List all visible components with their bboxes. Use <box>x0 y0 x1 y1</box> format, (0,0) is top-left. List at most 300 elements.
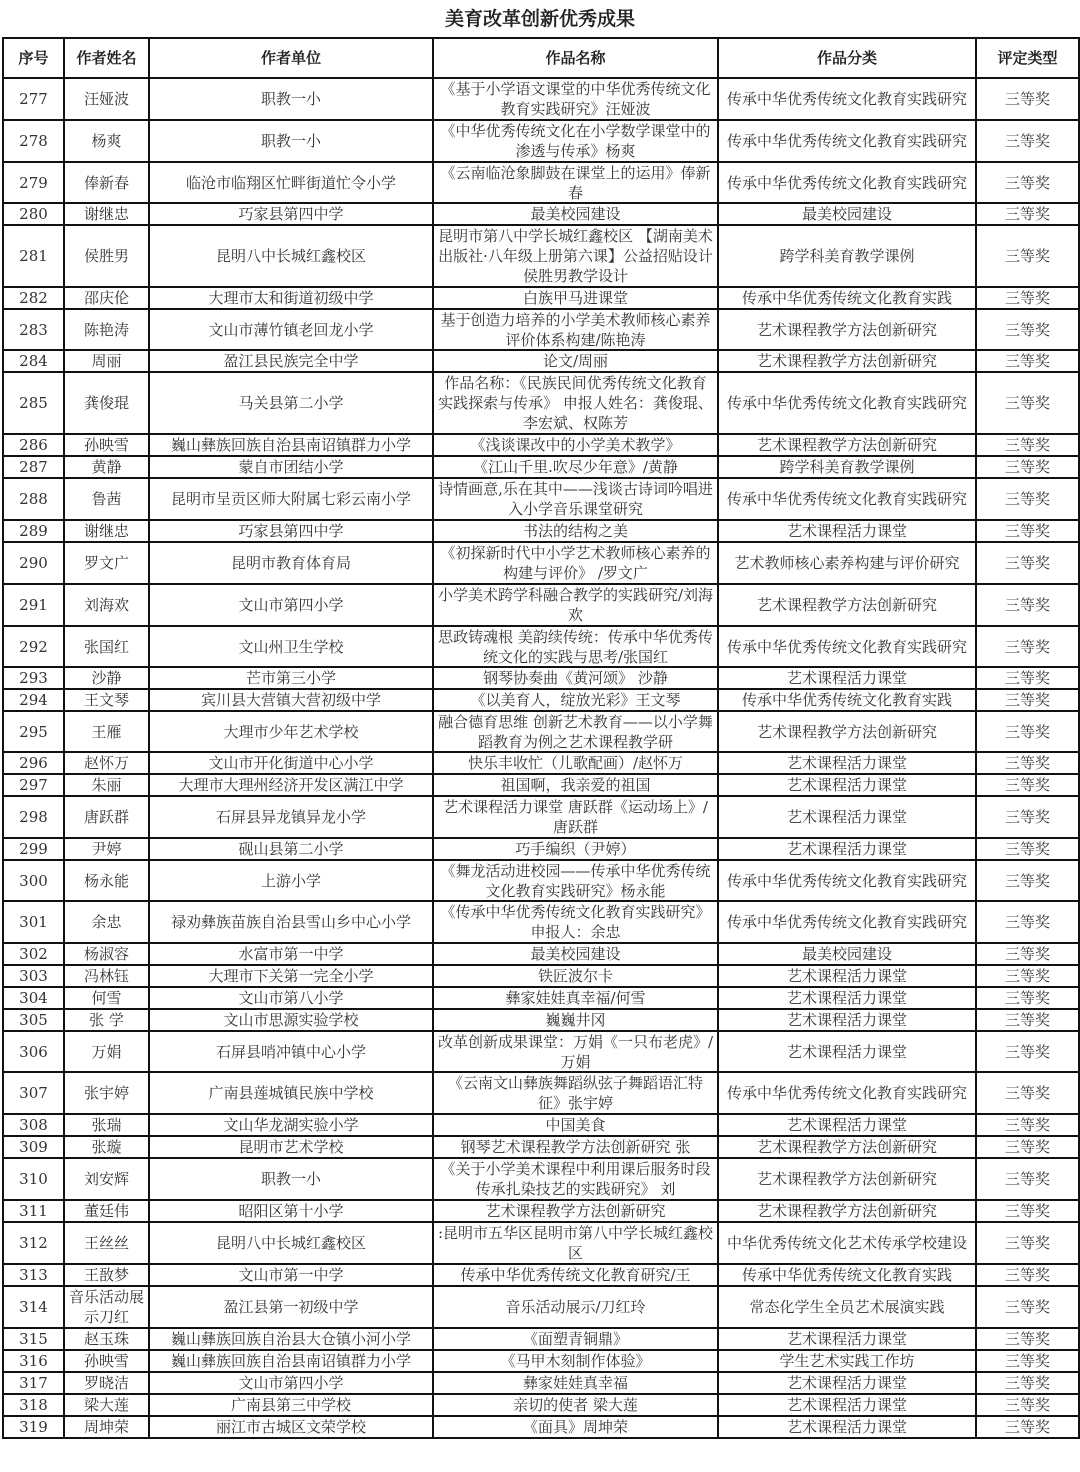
work-title: 白族甲马进课堂 <box>522 289 628 307</box>
author-name-cell <box>64 1264 149 1286</box>
author-name-cell <box>64 1009 149 1031</box>
work-category: 艺术课程活力课堂 <box>786 669 907 687</box>
work-category: 艺术课程教学方法创新研究 <box>756 352 937 370</box>
author-unit: 大理市下关第一完全小学 <box>208 967 374 985</box>
work-category: 常态化学生全员艺术展演实践 <box>749 1298 945 1316</box>
work-title: 传承中华优秀传统文化教育研究/王 <box>460 1266 691 1284</box>
work-title: 彝家娃娃真幸福/何雪 <box>505 989 646 1007</box>
author-unit-cell <box>149 1158 433 1200</box>
award-type-cell <box>976 838 1079 860</box>
work-title-cell <box>433 774 718 796</box>
author-unit-cell <box>149 120 433 162</box>
award-type: 三等奖 <box>1004 289 1050 307</box>
author-name: 张国红 <box>83 637 129 656</box>
work-title-cell <box>433 1350 718 1372</box>
table-row <box>3 1286 1079 1328</box>
table-row <box>3 287 1079 309</box>
author-unit: 昆明市艺术学校 <box>238 1138 344 1156</box>
row-number-cell <box>3 1072 64 1114</box>
author-name: 王文琴 <box>83 691 129 709</box>
row-number-cell <box>3 203 64 225</box>
author-name-cell <box>64 542 149 584</box>
work-title-cell <box>433 520 718 542</box>
table-row <box>3 162 1079 203</box>
work-category-cell <box>718 965 976 987</box>
author-unit-cell <box>149 434 433 456</box>
author-unit: 蒙自市团结小学 <box>238 458 344 476</box>
table-row <box>3 1328 1079 1350</box>
work-category: 艺术课程活力课堂 <box>786 1116 907 1134</box>
work-category: 艺术课程活力课堂 <box>786 840 907 858</box>
work-title: 基于创造力培养的小学美术教师核心素养评价体系构建/陈艳涛 <box>440 311 711 349</box>
work-title-cell <box>433 796 718 838</box>
author-name: 龚俊琨 <box>83 394 129 412</box>
author-name-cell <box>64 1416 149 1438</box>
author-name: 冯林钰 <box>83 967 129 985</box>
work-category: 传承中华优秀传统文化教育实践研究 <box>726 637 967 656</box>
work-category-cell <box>718 1158 976 1200</box>
author-name-cell <box>64 774 149 796</box>
table-row <box>3 478 1079 520</box>
table-row <box>3 1222 1079 1264</box>
author-name-cell <box>64 1372 149 1394</box>
award-type-cell <box>976 478 1079 520</box>
award-type: 三等奖 <box>1004 945 1050 963</box>
work-category: 艺术课程活力课堂 <box>786 1374 907 1392</box>
work-title: 《基于小学语文课堂的中华优秀传统文化教育实践研究》汪娅波 <box>440 80 711 118</box>
award-type-cell <box>976 711 1079 752</box>
author-unit-cell <box>149 1350 433 1372</box>
author-unit: 广南县莲城镇民族中学校 <box>208 1084 374 1102</box>
award-type-cell <box>976 774 1079 796</box>
work-category: 艺术课程活力课堂 <box>786 808 907 826</box>
row-number: 310 <box>19 1170 48 1188</box>
author-name-cell <box>64 1328 149 1350</box>
award-type: 三等奖 <box>1004 808 1050 826</box>
award-type: 三等奖 <box>1004 1202 1050 1220</box>
row-number: 308 <box>19 1116 48 1134</box>
work-title: 《马甲木刻制作体验》 <box>500 1352 651 1370</box>
work-category: 艺术课程活力课堂 <box>786 967 907 985</box>
author-unit: 巍山彝族回族自治县大仓镇小河小学 <box>170 1330 411 1348</box>
table-row <box>3 456 1079 478</box>
table-row <box>3 1416 1079 1438</box>
author-unit: 宾川县大营镇大营初级中学 <box>200 691 381 709</box>
award-type: 三等奖 <box>1004 989 1050 1007</box>
author-name: 王丝丝 <box>83 1234 129 1252</box>
author-unit-cell <box>149 689 433 711</box>
author-unit: 上游小学 <box>260 871 321 890</box>
author-name: 罗文广 <box>83 554 129 572</box>
author-unit: 文山市第四小学 <box>238 596 344 614</box>
row-number: 302 <box>19 945 48 963</box>
row-number: 283 <box>19 320 48 339</box>
author-name: 罗晓洁 <box>83 1374 129 1392</box>
row-number: 292 <box>19 637 48 656</box>
author-unit-cell <box>149 478 433 520</box>
work-title-cell <box>433 860 718 901</box>
author-unit: 石屏县异龙镇异龙小学 <box>215 808 366 826</box>
author-unit-cell <box>149 309 433 350</box>
author-unit: 职教一小 <box>260 1170 321 1188</box>
author-unit: 昭阳区第十小学 <box>238 1202 344 1220</box>
author-unit-cell <box>149 943 433 965</box>
table-row <box>3 520 1079 542</box>
author-unit: 大理市少年艺术学校 <box>223 722 359 741</box>
work-title: :昆明市五华区昆明市第八中学长城红鑫校区 <box>437 1224 714 1262</box>
author-unit-cell <box>149 287 433 309</box>
table-row <box>3 203 1079 225</box>
table-row <box>3 1072 1079 1114</box>
award-type: 三等奖 <box>1004 1042 1050 1061</box>
award-type-cell <box>976 987 1079 1009</box>
award-type-cell <box>976 1350 1079 1372</box>
award-type: 三等奖 <box>1004 967 1050 985</box>
award-type: 三等奖 <box>1004 90 1050 108</box>
work-title-cell <box>433 456 718 478</box>
author-unit-cell <box>149 965 433 987</box>
work-category-cell <box>718 520 976 542</box>
row-number: 277 <box>19 90 48 108</box>
work-category-cell <box>718 1072 976 1114</box>
work-title: 最美校园建设 <box>530 945 621 963</box>
author-name-cell <box>64 626 149 667</box>
work-title: 昆明市第八中学长城红鑫校区 【湖南美术出版社·八年级上册第六课】公益招贴设计 侯胜男教学设计 <box>438 227 713 285</box>
work-category: 艺术课程活力课堂 <box>786 1011 907 1029</box>
author-name: 赵玉珠 <box>83 1330 129 1348</box>
work-title-cell <box>433 1372 718 1394</box>
work-category: 传承中华优秀传统文化教育实践研究 <box>726 871 967 890</box>
work-category-cell <box>718 203 976 225</box>
award-type: 三等奖 <box>1004 1330 1050 1348</box>
row-number: 280 <box>19 205 48 223</box>
author-name: 朱丽 <box>91 776 122 794</box>
work-title: 钢琴协奏曲《黄河颂》 沙静 <box>483 669 668 687</box>
row-number: 284 <box>19 352 48 370</box>
author-name: 孙映雪 <box>83 436 129 454</box>
work-category: 艺术课程教学方法创新研究 <box>756 596 937 614</box>
award-type: 三等奖 <box>1004 776 1050 794</box>
row-number-cell <box>3 1009 64 1031</box>
author-unit: 大理市大理州经济开发区满江中学 <box>178 776 404 794</box>
award-type-cell <box>976 1416 1079 1438</box>
row-number: 288 <box>19 490 48 508</box>
row-number: 317 <box>19 1374 48 1392</box>
work-title-cell <box>433 1072 718 1114</box>
work-category-cell <box>718 372 976 434</box>
work-category-cell <box>718 1394 976 1416</box>
row-number-cell <box>3 309 64 350</box>
award-type-cell <box>976 372 1079 434</box>
work-title-cell <box>433 987 718 1009</box>
work-category-cell <box>718 860 976 901</box>
author-unit: 文山市第一中学 <box>238 1266 344 1284</box>
author-unit-cell <box>149 860 433 901</box>
work-title: 《关于小学美术课程中利用课后服务时段传承扎染技艺的实践研究》 刘 <box>440 1160 711 1198</box>
table-row <box>3 78 1079 120</box>
work-title-cell <box>433 1200 718 1222</box>
author-unit-cell <box>149 1031 433 1072</box>
table-row <box>3 711 1079 752</box>
table-header-row <box>3 38 1079 78</box>
work-category-cell <box>718 901 976 943</box>
author-name: 侯胜男 <box>83 247 129 265</box>
author-unit: 砚山县第二小学 <box>238 840 344 858</box>
table-row <box>3 838 1079 860</box>
author-name-cell <box>64 1114 149 1136</box>
work-title: 《传承中华优秀传统文化教育实践研究》 申报人：余忠 <box>440 903 711 941</box>
row-number-cell <box>3 667 64 689</box>
row-number: 312 <box>19 1234 48 1252</box>
award-type-cell <box>976 203 1079 225</box>
author-name: 周丽 <box>91 352 122 370</box>
award-type: 三等奖 <box>1004 1298 1050 1316</box>
work-title: 艺术课程活力课堂 唐跃群《运动场上》/唐跃群 <box>443 798 708 836</box>
author-name-cell <box>64 225 149 287</box>
award-type-cell <box>976 1286 1079 1328</box>
author-unit-cell <box>149 1416 433 1438</box>
author-unit-cell <box>149 78 433 120</box>
table-row <box>3 1031 1079 1072</box>
column-header-author-unit: 作者单位 <box>149 38 433 78</box>
work-title-cell <box>433 1286 718 1328</box>
award-type-cell <box>976 965 1079 987</box>
author-name-cell <box>64 162 149 203</box>
work-category-cell <box>718 1350 976 1372</box>
table-row <box>3 626 1079 667</box>
work-title: 祖国啊，我亲爱的祖国 <box>500 776 651 794</box>
work-title: 亲切的使者 梁大莲 <box>513 1396 638 1414</box>
row-number-cell <box>3 1394 64 1416</box>
author-unit-cell <box>149 774 433 796</box>
work-category: 艺术课程教学方法创新研究 <box>756 1138 937 1156</box>
author-name: 陈艳涛 <box>83 320 129 339</box>
row-number-cell <box>3 1350 64 1372</box>
row-number-cell <box>3 456 64 478</box>
row-number-cell <box>3 774 64 796</box>
author-unit-cell <box>149 456 433 478</box>
author-name: 董廷伟 <box>83 1202 129 1220</box>
award-type: 三等奖 <box>1004 1418 1050 1436</box>
work-title-cell <box>433 901 718 943</box>
work-title: 最美校园建设 <box>530 205 621 223</box>
work-title: 《云南临沧象脚鼓在课堂上的运用》俸新春 <box>440 164 711 202</box>
author-name-cell <box>64 689 149 711</box>
author-name: 孙映雪 <box>83 1352 129 1370</box>
work-title: 《云南文山彝族舞蹈纵弦子舞蹈语汇特征》张宇婷 <box>447 1074 703 1112</box>
work-title: 作品名称：《民族民间优秀传统文化教育实践探索与传承》 申报人姓名：龚俊琨、李宏斌、权陈芳 <box>438 374 713 432</box>
work-title: 诗情画意,乐在其中——浅谈古诗词吟唱进入小学音乐课堂研究 <box>438 480 713 518</box>
award-type-cell <box>976 943 1079 965</box>
award-type: 三等奖 <box>1004 1352 1050 1370</box>
award-type: 三等奖 <box>1004 352 1050 370</box>
work-category: 传承中华优秀传统文化教育实践 <box>741 1266 952 1284</box>
author-unit: 文山市第四小学 <box>238 1374 344 1392</box>
work-category-cell <box>718 350 976 372</box>
table-row <box>3 120 1079 162</box>
author-unit: 文山华龙湖实验小学 <box>223 1116 359 1134</box>
work-title-cell <box>433 1416 718 1438</box>
author-name-cell <box>64 287 149 309</box>
award-type: 三等奖 <box>1004 913 1050 931</box>
work-title-cell <box>433 372 718 434</box>
work-category: 传承中华优秀传统文化教育实践研究 <box>726 394 967 412</box>
author-name: 黄静 <box>91 458 122 476</box>
work-category-cell <box>718 1200 976 1222</box>
work-title-cell <box>433 203 718 225</box>
table-row <box>3 752 1079 774</box>
author-unit: 文山市开化街道中心小学 <box>208 754 374 772</box>
work-title-cell <box>433 1136 718 1158</box>
author-unit: 盈江县第一初级中学 <box>223 1298 359 1316</box>
column-header-award-type: 评定类型 <box>976 38 1079 78</box>
author-unit-cell <box>149 796 433 838</box>
work-category-cell <box>718 1222 976 1264</box>
table-row <box>3 372 1079 434</box>
author-name-cell <box>64 752 149 774</box>
author-name-cell <box>64 456 149 478</box>
author-name-cell <box>64 1072 149 1114</box>
row-number-cell <box>3 478 64 520</box>
work-title: 书法的结构之美 <box>522 522 628 540</box>
work-title-cell <box>433 1264 718 1286</box>
award-type: 三等奖 <box>1004 840 1050 858</box>
work-category-cell <box>718 78 976 120</box>
work-category-cell <box>718 287 976 309</box>
row-number-cell <box>3 542 64 584</box>
table-row <box>3 309 1079 350</box>
award-type: 三等奖 <box>1004 1011 1050 1029</box>
table-row <box>3 1200 1079 1222</box>
author-name-cell <box>64 838 149 860</box>
author-unit: 文山市薄竹镇老回龙小学 <box>208 320 374 339</box>
award-type-cell <box>976 162 1079 203</box>
work-category: 中华优秀传统文化艺术传承学校建设 <box>726 1234 967 1252</box>
award-type: 三等奖 <box>1004 554 1050 572</box>
author-unit: 广南县第三中学校 <box>230 1396 351 1414</box>
author-unit-cell <box>149 1372 433 1394</box>
work-category-cell <box>718 1031 976 1072</box>
award-type-cell <box>976 796 1079 838</box>
row-number-cell <box>3 120 64 162</box>
row-number-cell <box>3 838 64 860</box>
row-number-cell <box>3 711 64 752</box>
author-unit-cell <box>149 838 433 860</box>
work-title-cell <box>433 478 718 520</box>
author-unit-cell <box>149 1200 433 1222</box>
work-title-cell <box>433 309 718 350</box>
work-category: 艺术课程教学方法创新研究 <box>756 1202 937 1220</box>
author-name-cell <box>64 1394 149 1416</box>
author-unit-cell <box>149 1264 433 1286</box>
award-type-cell <box>976 1031 1079 1072</box>
author-unit-cell <box>149 1114 433 1136</box>
work-title-cell <box>433 78 718 120</box>
author-unit: 巍山彝族回族自治县南诏镇群力小学 <box>170 1352 411 1370</box>
work-category: 传承中华优秀传统文化教育实践研究 <box>726 490 967 508</box>
author-name: 尹婷 <box>91 840 122 858</box>
table-row <box>3 1136 1079 1158</box>
table-row <box>3 965 1079 987</box>
work-category-cell <box>718 626 976 667</box>
award-type-cell <box>976 520 1079 542</box>
author-unit: 芒市第三小学 <box>245 669 336 687</box>
author-unit-cell <box>149 752 433 774</box>
row-number: 287 <box>19 458 48 476</box>
work-category: 最美校园建设 <box>801 945 892 963</box>
author-name: 余忠 <box>91 913 122 931</box>
author-unit-cell <box>149 1286 433 1328</box>
work-category: 艺术课程教学方法创新研究 <box>756 436 937 454</box>
author-unit: 昆明市教育体育局 <box>230 554 351 572</box>
author-name-cell <box>64 309 149 350</box>
table-row <box>3 1372 1079 1394</box>
author-unit: 巧家县第四中学 <box>238 522 344 540</box>
author-unit-cell <box>149 987 433 1009</box>
work-category-cell <box>718 584 976 626</box>
row-number-cell <box>3 584 64 626</box>
work-title: 巧手编织（尹婷） <box>515 840 636 858</box>
author-unit-cell <box>149 1136 433 1158</box>
row-number-cell <box>3 796 64 838</box>
author-unit-cell <box>149 711 433 752</box>
work-title-cell <box>433 1394 718 1416</box>
author-name: 杨永能 <box>83 871 129 890</box>
award-type: 三等奖 <box>1004 1234 1050 1252</box>
award-type: 三等奖 <box>1004 247 1050 265</box>
work-category: 艺术课程教学方法创新研究 <box>756 1170 937 1188</box>
work-title: 中国美食 <box>545 1116 606 1134</box>
author-name-cell <box>64 1200 149 1222</box>
work-title: 《浅谈课改中的小学美术教学》 <box>470 436 681 454</box>
author-name: 俸新春 <box>83 173 129 192</box>
author-name-cell <box>64 901 149 943</box>
row-number: 304 <box>19 989 48 1007</box>
work-category: 艺术课程活力课堂 <box>786 1396 907 1414</box>
author-unit-cell <box>149 1328 433 1350</box>
author-unit-cell <box>149 584 433 626</box>
work-category: 艺术课程活力课堂 <box>786 989 907 1007</box>
award-type-cell <box>976 584 1079 626</box>
row-number-cell <box>3 1286 64 1328</box>
work-title: 论文/周丽 <box>542 352 609 370</box>
award-type-cell <box>976 456 1079 478</box>
work-title: 音乐活动展示/刀红玲 <box>505 1298 646 1316</box>
row-number: 319 <box>19 1418 48 1436</box>
author-unit-cell <box>149 1072 433 1114</box>
work-category: 传承中华优秀传统文化教育实践研究 <box>726 90 967 108</box>
table-row <box>3 667 1079 689</box>
author-name: 刘安辉 <box>83 1170 129 1188</box>
award-type-cell <box>976 689 1079 711</box>
row-number-cell <box>3 1222 64 1264</box>
work-category-cell <box>718 667 976 689</box>
author-name-cell <box>64 120 149 162</box>
row-number: 318 <box>19 1396 48 1414</box>
work-title-cell <box>433 752 718 774</box>
author-unit: 临沧市临翔区忙畔街道忙令小学 <box>185 173 396 192</box>
author-unit-cell <box>149 542 433 584</box>
table-row <box>3 689 1079 711</box>
award-type-cell <box>976 1328 1079 1350</box>
award-type: 三等奖 <box>1004 754 1050 772</box>
work-category: 艺术课程活力课堂 <box>786 754 907 772</box>
author-name: 万娟 <box>91 1042 122 1061</box>
author-name: 张瑞 <box>91 1116 122 1134</box>
work-title: 巍巍井冈 <box>545 1011 606 1029</box>
work-title: 快乐丰收忙（儿歌配画）/赵怀万 <box>467 754 684 772</box>
work-title-cell <box>433 225 718 287</box>
